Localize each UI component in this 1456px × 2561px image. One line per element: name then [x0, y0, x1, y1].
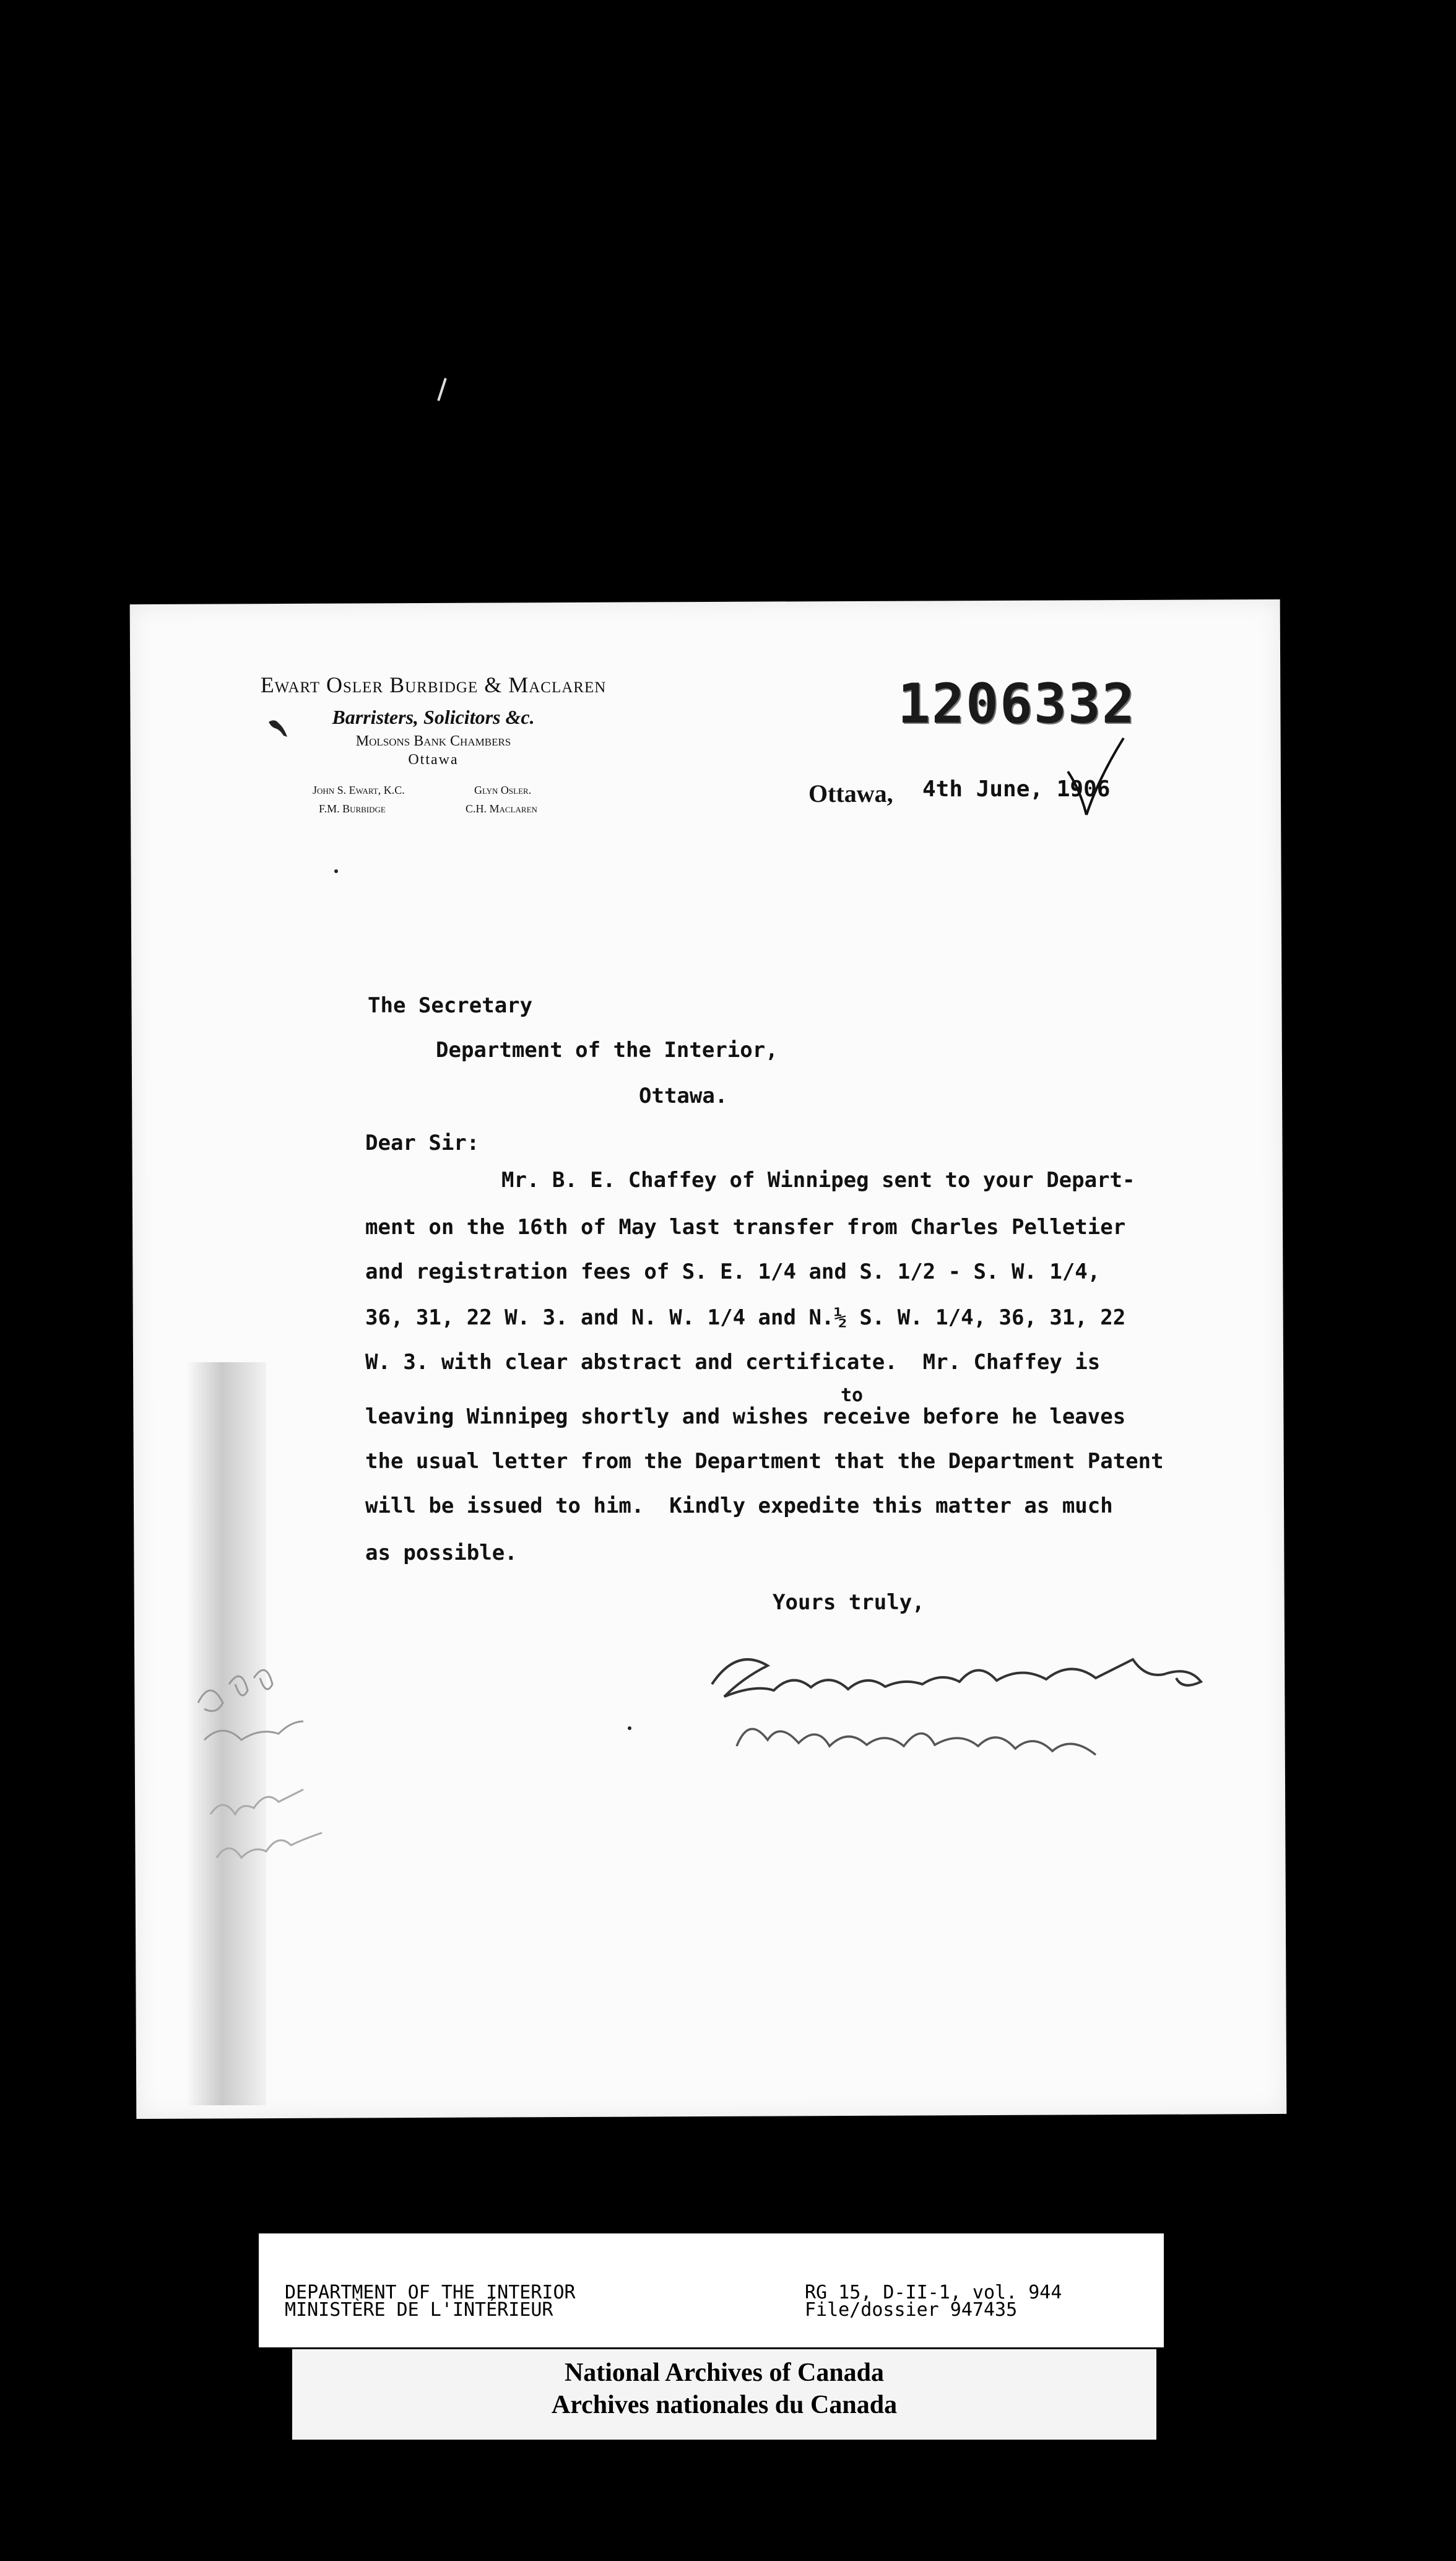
letterhead-building: Molsons Bank Chambers: [355, 733, 511, 749]
paper-speck: [628, 1726, 631, 1730]
salutation: Dear Sir:: [365, 1131, 480, 1155]
letter-place: Ottawa,: [808, 780, 893, 807]
letterhead-partner: C.H. Maclaren: [466, 802, 537, 815]
letterhead-firm: Ewart Osler Burbidge & Maclaren: [260, 672, 607, 697]
check-mark: [1055, 734, 1130, 821]
body-line: as possible.: [365, 1541, 518, 1565]
archive-name-en: National Archives of Canada: [564, 2359, 885, 2387]
letterhead-partner: Glyn Osler.: [474, 784, 532, 796]
address-line: Department of the Interior,: [436, 1038, 778, 1063]
label-dept-en: DEPARTMENT OF THE INTERIOR: [285, 2282, 576, 2303]
stray-mark: [437, 378, 447, 401]
label-reference: RG 15, D-II-1, vol. 944: [805, 2282, 1062, 2303]
address-line: The Secretary: [368, 993, 533, 1018]
body-line: W. 3. with clear abstract and certificate. Mr. Chaffey is: [365, 1350, 1101, 1375]
body-line: and registration fees of S. E. 1/4 and S. 1/2 - S. W. 1/4,: [365, 1259, 1101, 1284]
handwritten-signature: [700, 1622, 1269, 1783]
archive-name-fr: Archives nationales du Canada: [551, 2391, 898, 2419]
body-line: will be issued to him. Kindly expedite this matter as much: [365, 1494, 1113, 1518]
body-line: Mr. B. E. Chaffey of Winnipeg sent to your Depart-: [501, 1168, 1135, 1193]
letter-date: 4th June, 1906: [922, 776, 1111, 802]
body-line: ment on the 16th of May last transfer from Charles Pelletier: [365, 1215, 1126, 1240]
inserted-word: to: [841, 1385, 864, 1406]
body-line: the usual letter from the Department that the Department Patent: [365, 1449, 1164, 1474]
address-line: Ottawa.: [639, 1084, 728, 1108]
body-line: leaving Winnipeg shortly and wishes receive before he leaves: [365, 1404, 1126, 1429]
label-dept-fr: MINISTÈRE DE L'INTÉRIEUR: [285, 2299, 553, 2321]
letterhead-partner: F.M. Burbidge: [319, 802, 386, 815]
letterhead-city: Ottawa: [408, 752, 459, 768]
closing: Yours truly,: [773, 1590, 925, 1615]
paper-speck: [334, 869, 338, 873]
letterhead-crest-icon: [266, 717, 290, 741]
letterhead-profession: Barristers, Solicitors &c.: [332, 706, 535, 728]
body-line: 36, 31, 22 W. 3. and N. W. 1/4 and N.½ S. W. 1/4, 36, 31, 22: [365, 1305, 1126, 1330]
label-file: File/dossier 947435: [805, 2299, 1018, 2321]
letterhead-partner: John S. Ewart, K.C.: [313, 784, 405, 796]
pencil-annotations: [186, 1610, 384, 1895]
file-number-stamp: 1206332: [898, 672, 1136, 736]
